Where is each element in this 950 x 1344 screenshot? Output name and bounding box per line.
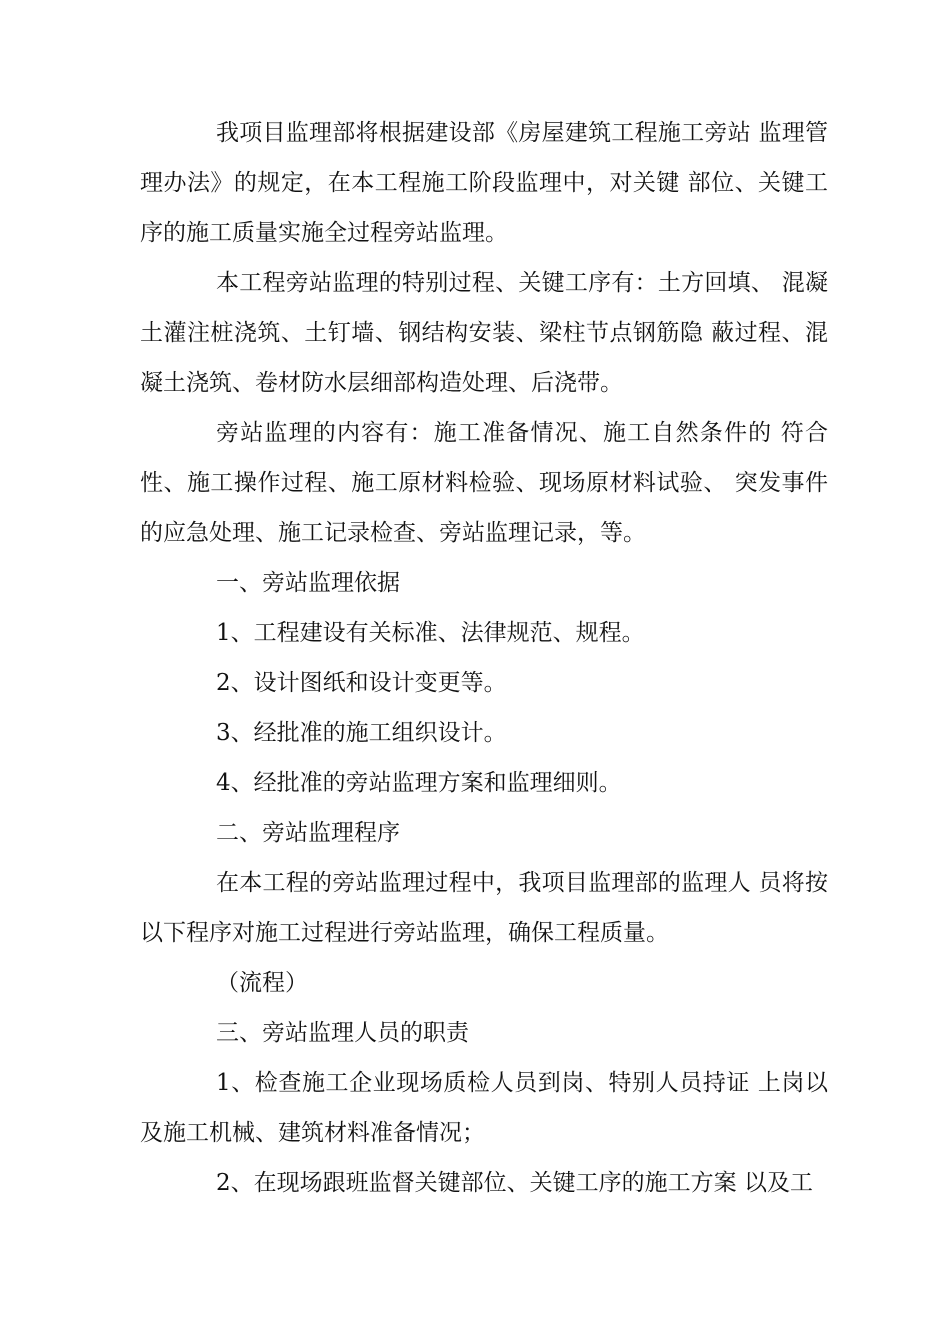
list-item-duty-2: 2、在现场跟班监督关键部位、关键工序的施工方案 以及工 [216,1170,813,1196]
flow-placeholder: （流程） [216,970,308,996]
paragraph-supervision-content: 旁站监理的内容有：施工准备情况、施工自然条件的 符合性、施工操作过程、施工原材料检验、现场原材料试验、 突发事件的应急处理、施工记录检查、旁站监理记录，等。 [140,420,828,546]
section-heading-basis: 一、旁站监理依据 [216,570,400,596]
list-item-basis-1: 1、工程建设有关标准、法律规范、规程。 [216,620,645,646]
paragraph-key-processes: 本工程旁站监理的特别过程、关键工序有：土方回填、 混凝土灌注桩浇筑、土钉墙、钢结构安装、梁柱节点钢筋隐 蔽过程、混凝土浇筑、卷材防水层细部构造处理、后浇带。 [140,270,828,396]
list-item-basis-3: 3、经批准的施工组织设计。 [216,720,507,746]
paragraph-procedure: 在本工程的旁站监理过程中，我项目监理部的监理人 员将按以下程序对施工过程进行旁站监理，确保工程质量。 [140,870,828,946]
list-item-basis-4: 4、经批准的旁站监理方案和监理细则。 [216,770,622,796]
paragraph-intro: 我项目监理部将根据建设部《房屋建筑工程施工旁站 监理管理办法》的规定，在本工程施工阶段监理中，对关键 部位、关键工序的施工质量实施全过程旁站监理。 [140,120,828,246]
section-heading-duties: 三、旁站监理人员的职责 [216,1020,469,1046]
list-item-duty-1: 1、检查施工企业现场质检人员到岗、特别人员持证 上岗以及施工机械、建筑材料准备情况； [140,1070,828,1146]
section-heading-procedure: 二、旁站监理程序 [216,820,400,846]
document-page [140,108,828,1208]
list-item-basis-2: 2、设计图纸和设计变更等。 [216,670,507,696]
